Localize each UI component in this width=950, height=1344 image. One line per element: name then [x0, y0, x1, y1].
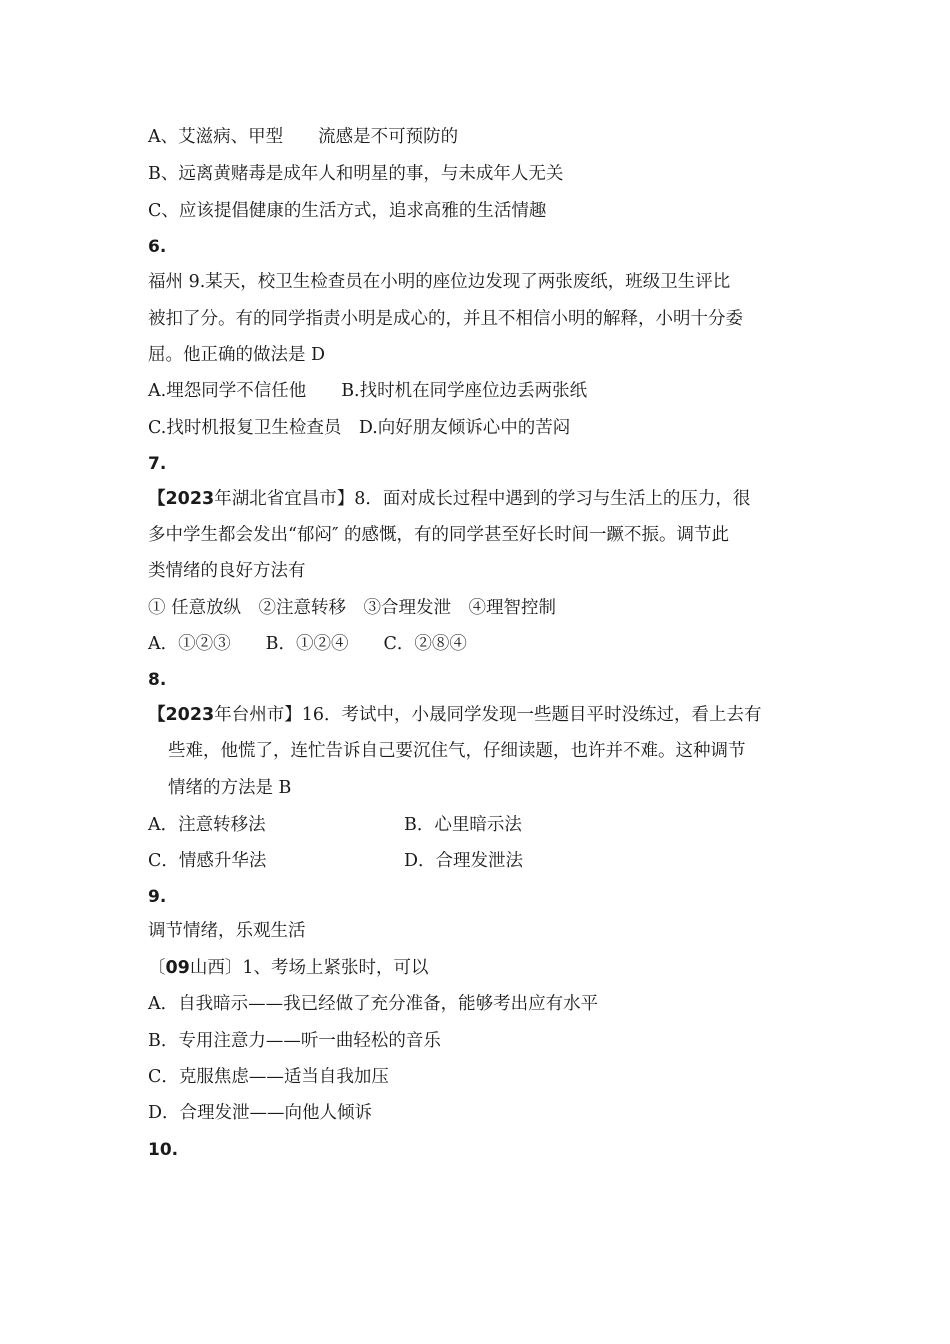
q7-stem-line-1 — [148, 488, 750, 510]
q9-source-year: 09 — [165, 958, 190, 978]
q9-option-a: A．自我暗示——我已经做了充分准备，能够考出应有水平 — [148, 994, 599, 1014]
q9-topic: 调节情绪，乐观生活 — [148, 921, 306, 941]
q6-stem-line-3: 屈。他正确的做法是 D — [148, 345, 326, 365]
q8-options-row-1 — [148, 814, 768, 836]
question-number-8: 8. — [148, 670, 167, 690]
q8-option-b: B．心里暗示法 — [404, 815, 522, 835]
question-number-10: 10. — [148, 1140, 179, 1160]
q9-stem: 〔09山西〕1、考场上紧张时，可以 — [148, 958, 429, 978]
q6-options-ab: A.埋怨同学不信任他 B.找时机在同学座位边丢两张纸 — [148, 381, 588, 401]
q7-source: 【2023 — [148, 489, 215, 509]
q5-option-b: B、远离黄赌毒是成年人和明星的事，与未成年人无关 — [148, 164, 564, 184]
q8-option-c: C．情感升华法 — [148, 851, 267, 871]
q8-stem-line-1 — [148, 704, 762, 726]
question-number-9: 9. — [148, 887, 167, 907]
q5-option-a: A、艾滋病、甲型 流感是不可预防的 — [148, 127, 459, 147]
q6-options-cd: C.找时机报复卫生检查员 D.向好朋友倾诉心中的苦闷 — [148, 418, 571, 438]
q8-stem-line-3: 情绪的方法是 B — [168, 778, 292, 798]
q6-stem-line-1: 福州 9.某天，校卫生检查员在小明的座位边发现了两张废纸，班级卫生评比 — [148, 272, 731, 292]
q8-option-d: D．合理发泄法 — [404, 851, 524, 871]
q8-options-row-2 — [148, 850, 768, 872]
q9-option-b: B．专用注意力——听一曲轻松的音乐 — [148, 1031, 441, 1051]
q7-options: A．①②③ B．①②④ C．②⑧④ — [148, 634, 467, 654]
q9-stem-text: 山西〕1、考场上紧张时，可以 — [189, 958, 429, 978]
q9-option-d: D．合理发泄——向他人倾诉 — [148, 1103, 373, 1123]
q5-option-c: C、应该提倡健康的生活方式，追求高雅的生活情趣 — [148, 201, 547, 221]
q6-stem-line-2: 被扣了分。有的同学指责小明是成心的，并且不相信小明的解释，小明十分委 — [148, 309, 743, 329]
q7-stem-line-3: 类情绪的良好方法有 — [148, 561, 306, 581]
question-number-7: 7. — [148, 454, 167, 474]
q8-source: 【2023 — [148, 705, 215, 725]
q7-stem-text: 年湖北省宜昌市】8．面对成长过程中遇到的学习与生活上的压力，很 — [214, 489, 751, 509]
q9-option-c: C．克服焦虑——适当自我加压 — [148, 1067, 389, 1087]
question-number-6: 6. — [148, 237, 167, 257]
q7-stem-line-2: 多中学生都会发出“郁闷″ 的感慨，有的同学甚至好长时间一蹶不振。调节此 — [148, 525, 730, 545]
q8-option-a: A．注意转移法 — [148, 815, 266, 835]
q7-items: ① 任意放纵 ②注意转移 ③合理发泄 ④理智控制 — [148, 598, 557, 618]
q8-stem-line-2: 些难，他慌了，连忙告诉自己要沉住气，仔细读题，也许并不难。这种调节 — [168, 741, 746, 761]
q8-stem-text: 年台州市】16．考试中，小晟同学发现一些题目平时没练过，看上去有 — [214, 705, 762, 725]
